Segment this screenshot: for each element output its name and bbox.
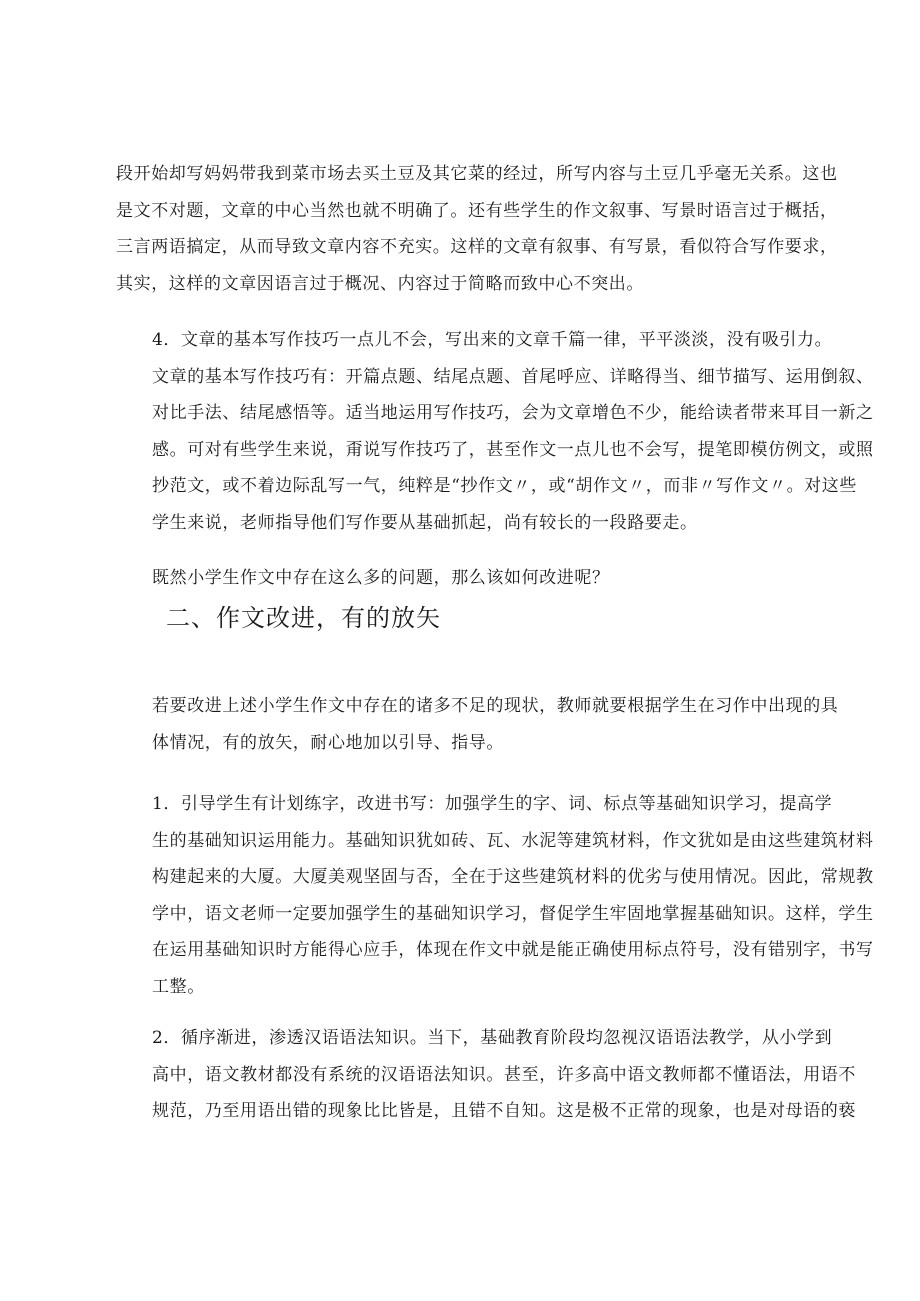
text-line: 工整。 <box>152 976 205 997</box>
paragraph-topic-mismatch <box>116 156 838 302</box>
text-line: 其实，这样的文章因语言过于概况、内容过于简略而致中心不突出。 <box>116 273 644 294</box>
text-line: 段开始却写妈妈带我到菜市场去买土豆及其它菜的经过，所写内容与土豆几乎毫无关系。这也 <box>116 164 838 184</box>
text-line: 4．文章的基本写作技巧一点儿不会，写出来的文章千篇一律，平平淡淡，没有吸引力。 <box>152 330 833 350</box>
text-line: 1．引导学生有计划练字，改进书写：加强学生的字、词、标点等基础知识学习，提高学 <box>152 794 833 814</box>
text-line: 规范，乃至用语出错的现象比比皆是，且错不自知。这是极不正常的现象，也是对母语的亵 <box>152 1101 856 1122</box>
text-line: 文章的基本写作技巧有：开篇点题、结尾点题、首尾呼应、详略得当、细节描写、运用倒叙、 <box>152 366 874 387</box>
text-line: 感。可对有些学生来说，甭说写作技巧了，甚至作文一点儿也不会写，提笔即模仿例文，或照 <box>152 439 874 460</box>
paragraph-point-1 <box>116 786 874 1006</box>
text-line: 抄范文，或不着边际乱写一气，纯粹是“抄作文〃，或“胡作文〃，而非〃写作文〃。对这些 <box>152 476 857 497</box>
text-line: 高中，语文教材都没有系统的汉语语法知识。甚至，许多高中语文教师都不懂语法，用语不 <box>152 1064 856 1085</box>
text-line: 既然小学生作文中存在这么多的问题，那么该如何改进呢？ <box>152 568 610 588</box>
paragraph-point-2 <box>116 1020 856 1130</box>
text-line: 生的基础知识运用能力。基础知识犹如砖、瓦、水泥等建筑材料，作文犹如是由这些建筑材料 <box>152 830 874 851</box>
paragraph-intro <box>116 688 839 761</box>
text-line: 学中，语文老师一定要加强学生的基础知识学习，督促学生牢固地掌握基础知识。这样，学生 <box>152 903 874 924</box>
paragraph-point-4 <box>116 322 874 542</box>
text-line: 三言两语搞定，从而导致文章内容不充实。这样的文章有叙事、有写景，看似符合写作要求， <box>116 237 838 258</box>
text-line: 若要改进上述小学生作文中存在的诸多不足的现状，教师就要根据学生在习作中出现的具 <box>152 696 839 716</box>
text-line: 对比手法、结尾感悟等。适当地运用写作技巧，会为文章增色不少，能给读者带来耳目一新之 <box>152 403 874 424</box>
text-line: 学生来说，老师指导他们写作要从基础抓起，尚有较长的一段路要走。 <box>152 512 698 533</box>
text-line: 体情况，有的放矢，耐心地加以引导、指导。 <box>152 732 504 753</box>
text-line: 是文不对题，文章的中心当然也就不明确了。还有些学生的作文叙事、写景时语言过于概括， <box>116 200 838 221</box>
paragraph-transition <box>116 560 812 597</box>
text-line: 构建起来的大厦。大厦美观坚固与否，全在于这些建筑材料的优劣与使用情况。因此，常规教 <box>152 867 874 888</box>
text-line: 2．循序渐进，渗透汉语语法知识。当下，基础教育阶段均忽视汉语语法教学，从小学到 <box>152 1028 833 1048</box>
text-line: 在运用基础知识时方能得心应手，体现在作文中就是能正确使用标点符号，没有错别字，书写 <box>152 940 874 961</box>
section-heading: 二、作文改进，有的放矢 <box>166 604 441 632</box>
